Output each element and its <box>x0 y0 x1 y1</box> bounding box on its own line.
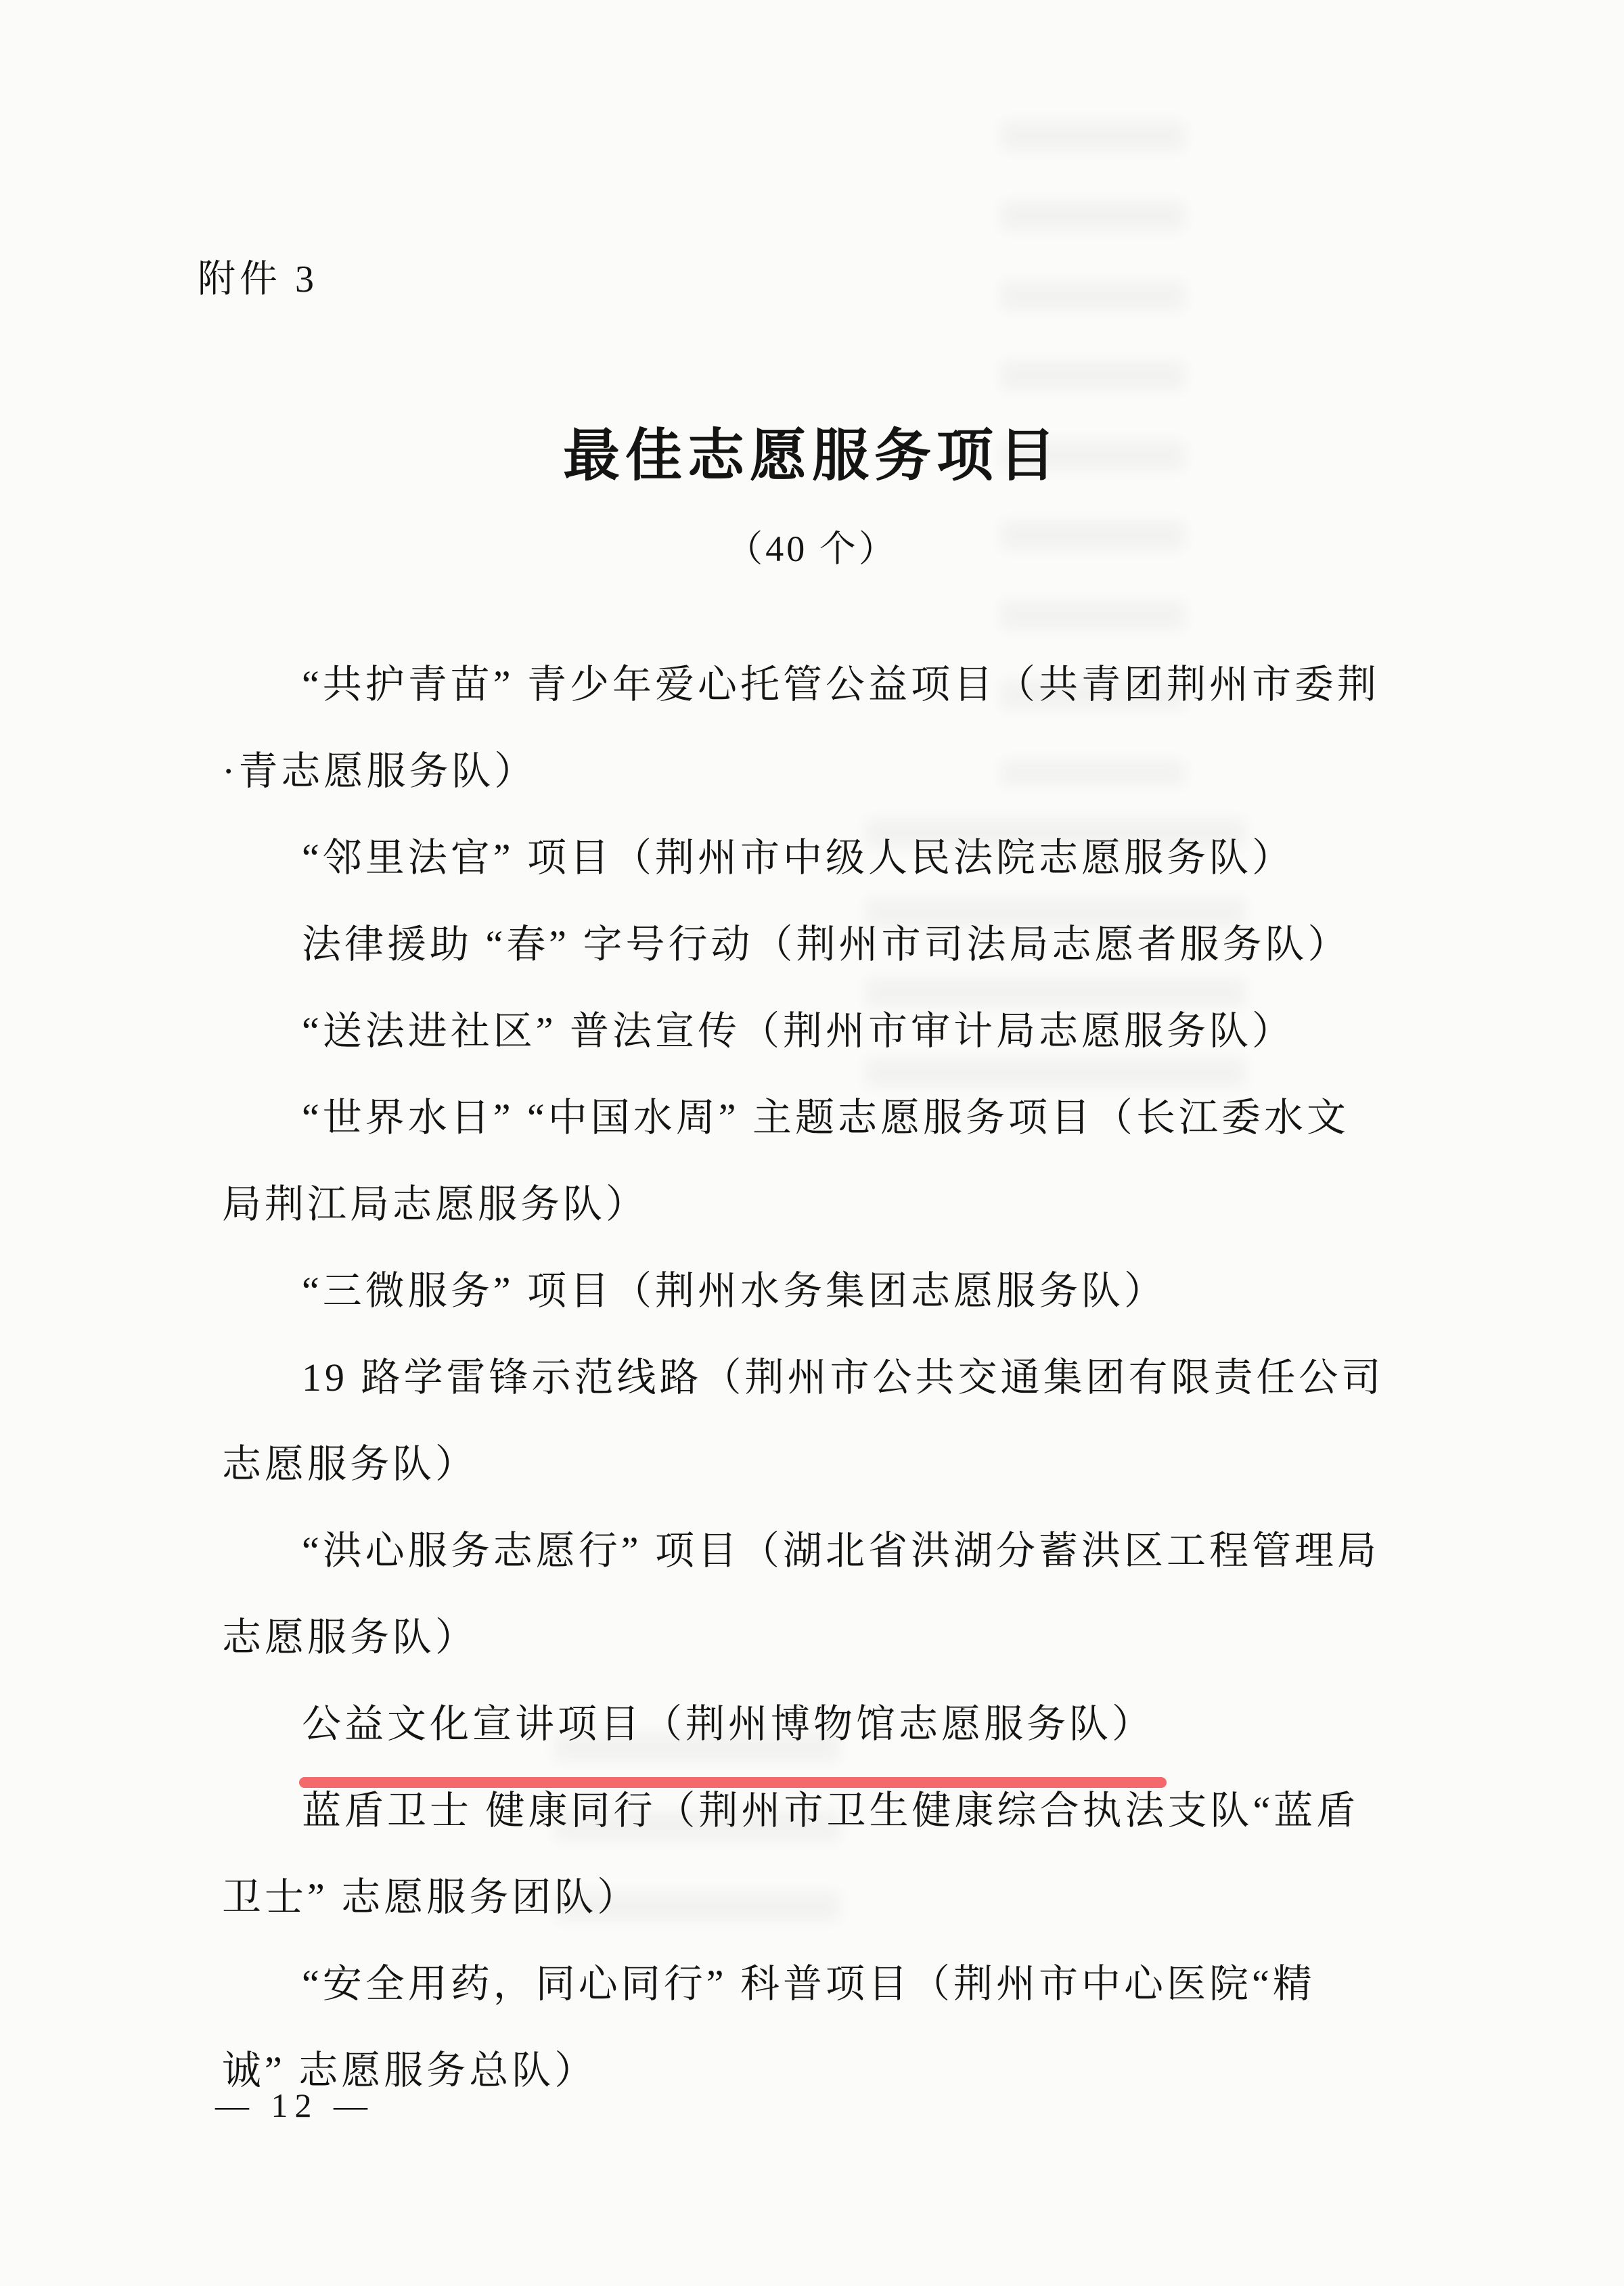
document-line <box>222 1941 1413 2027</box>
document-line-text: 卫士” 志愿服务团队） <box>222 1875 640 1919</box>
document-line <box>222 1508 1413 1594</box>
document-line-text: “三微服务” 项目（荆州水务集团志愿服务队） <box>302 1269 1167 1313</box>
document-line <box>222 1681 1413 1768</box>
document-line-text: 诚” 志愿服务总队） <box>222 2048 597 2092</box>
document-line <box>222 1768 1413 1854</box>
document-line <box>222 988 1413 1075</box>
document-line <box>222 642 1413 728</box>
attachment-label: 附件 3 <box>198 259 318 300</box>
document-line-text: “洪心服务志愿行” 项目（湖北省洪湖分蓄洪区工程管理局 <box>302 1529 1380 1573</box>
document-line <box>222 815 1413 901</box>
document-line-text: “世界水日” “中国水周” 主题志愿服务项目（长江委水文 <box>302 1096 1349 1140</box>
document-line <box>222 1161 1413 1248</box>
document-line-text: ·青志愿服务队） <box>222 749 537 793</box>
document-line <box>222 728 1413 815</box>
document-body <box>222 642 1413 2114</box>
document-line <box>222 1594 1413 1681</box>
document-line <box>222 1854 1413 1941</box>
document-line-text: 局荆江局志愿服务队） <box>222 1182 649 1226</box>
document-line-text: 志愿服务队） <box>222 1442 478 1486</box>
document-line <box>222 1421 1413 1508</box>
document-line <box>222 1248 1413 1335</box>
document-line <box>222 901 1413 988</box>
document-line-text: 蓝盾卫士 健康同行（荆州市卫生健康综合执法支队“蓝盾 <box>302 1789 1359 1833</box>
document-line-text: 志愿服务队） <box>222 1615 478 1659</box>
document-line <box>222 1335 1413 1421</box>
page-number: — 12 — <box>215 2086 374 2124</box>
document-subtitle: （40 个） <box>726 529 898 569</box>
document-line-text: 19 路学雷锋示范线路（荆州市公共交通集团有限责任公司 <box>302 1355 1384 1399</box>
document-line-text: “送法进社区” 普法宣传（荆州市审计局志愿服务队） <box>302 1009 1294 1053</box>
document-line-text: “邻里法官” 项目（荆州市中级人民法院志愿服务队） <box>302 836 1294 880</box>
document-title: 最佳志愿服务项目 <box>562 425 1061 488</box>
underlined-highlight-text: 公益文化宣讲项目（荆州博物馆志愿服务队） <box>302 1681 1154 1768</box>
document-line <box>222 1075 1413 1161</box>
document-line <box>222 2027 1413 2114</box>
document-line-text: “共护青苗” 青少年爱心托管公益项目（共青团荆州市委荆 <box>302 663 1380 707</box>
document-line-text: 法律援助 “春” 字号行动（荆州市司法局志愿者服务队） <box>302 922 1351 966</box>
document-line-text: “安全用药，同心同行” 科普项目（荆州市中心医院“精 <box>302 1962 1315 2006</box>
